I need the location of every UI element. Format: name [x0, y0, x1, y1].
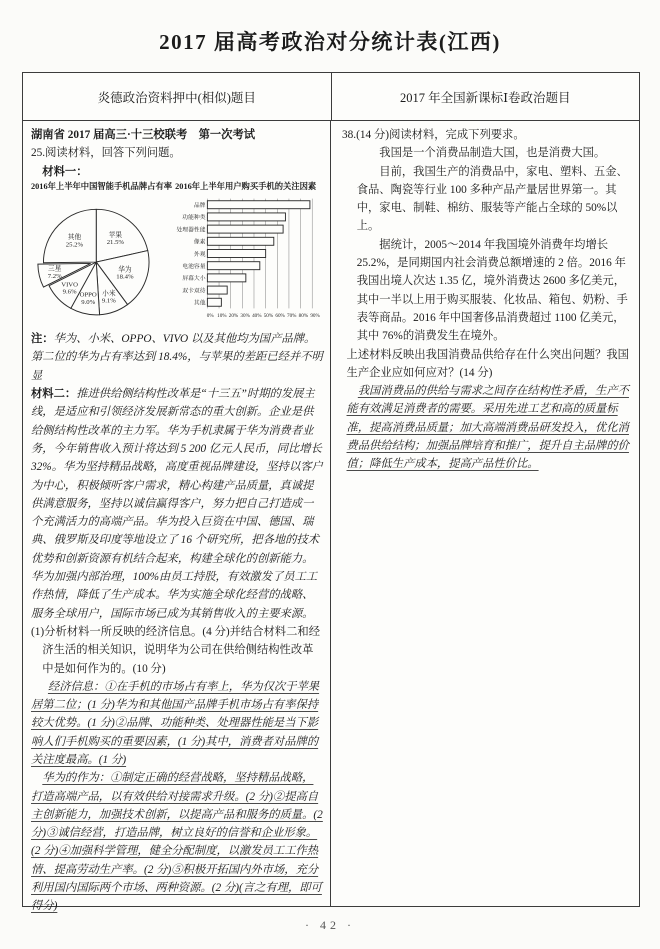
table-body-row — [23, 121, 639, 913]
right-column-cell — [331, 121, 639, 906]
svg-text:20%: 20% — [229, 312, 239, 319]
question-38-intro: 38.(14 分)阅读材料，完成下列要求。 — [342, 129, 525, 141]
paragraph-1: 我国是一个消费品制造大国，也是消费大国。 — [379, 147, 606, 160]
svg-text:30%: 30% — [240, 312, 251, 319]
charts-row — [31, 182, 323, 327]
pie-chart-svg — [31, 193, 165, 327]
svg-text:其他: 其他 — [194, 300, 206, 307]
svg-text:10%: 10% — [217, 312, 227, 319]
bar-chart-svg — [168, 193, 323, 324]
svg-text:外观: 外观 — [194, 251, 206, 258]
paragraph-3: 据统计，2005～2014 年我国境外消费年均增长 25.2%，是同期国内社会消费总额增速的 2 倍。2016 年我国出境人次达 1.35 亿，境外消费达 2600 多亿美元，其中一半以上用于购买服装、化妆品、箱包、奶粉、手表等商品。2016 年中国奢侈品消费超过 1100 亿美元，其中 76%的消费发生在境外。 — [356, 238, 628, 343]
svg-text:40%: 40% — [252, 312, 262, 319]
question-38-body — [357, 144, 629, 345]
svg-text:70%: 70% — [287, 312, 297, 319]
answer-huawei-actions: 华为的作为：①制定正确的经营战略，坚持精品战略，打造高端产品，以有效供给对接需求升级。(2 分)②提高自主创新能力，加强技术创新，以提高产品和服务的质量。(2 分)③诚信经营，打造品牌，树立良好的信誉和企业形象。(2 分)④加强科学管理，健全分配制度，以激发员工工作热情、提高劳动生产率。(2 分)⑤积极开拓国内外市场，充分利用国内国际两个市场、两种资源。(2 分)(言之有理，即可得分) — [31, 772, 323, 913]
svg-text:80%: 80% — [298, 312, 309, 319]
question-1-text: (1)分析材料一所反映的经济信息。(4 分)并结合材料二和经济生活的相关知识，说明华为公司在供给侧结构性改革中是如何作为的。(10 分) — [31, 625, 320, 675]
material-2-paragraph — [31, 385, 323, 623]
material-2-text: 推进供给侧结构性改革是“十三五”时期的发展主线，是适应和引领经济发展新常态的重大创新。企业是供给侧结构性改革的主力军。华为手机隶属于华为消费者业务，今年销售收入预计将达到 5 200 亿元人民币，同比增长 32%。华为坚持精品战略，高度重视品牌建设，坚持以客户为中心，积极倾听客户需求，精心构建产品质量，真诚提供满意服务，坚持以诚信赢得客户，努力把自己打造成一个充满活力的高端产品。华为投入巨资在中国、德国、瑞典、俄罗斯及印度等地设立了 16 个研究所，把各地的技术优势和创新资源有机结合起来，构建全球化的创新能力。华为加强内部治理，100%由员工持股，有效激发了员工工作热情，降低了生产成本。华为实施全球化经营的战略、服务全球用户，国际市场已成为其销售收入的主要来源。 — [31, 388, 323, 620]
table-header-left: 炎德政治资料押中(相似)题目 — [23, 73, 332, 120]
svg-text:电池容量: 电池容量 — [182, 263, 206, 270]
table-header-row — [23, 73, 639, 121]
note-paragraph — [31, 330, 323, 385]
material-2-label: 材料二： — [31, 388, 77, 401]
svg-text:小米9.1%: 小米 9.1% — [101, 290, 116, 305]
note-label: 注： — [31, 333, 54, 346]
pie-chart — [31, 181, 173, 327]
answer-economic-info: 经济信息：①在手机的市场占有率上，华为仅次于苹果居第二位；(1 分)华为和其他国产品牌手机市场占有率保持较大优势。(1 分)②品牌、功能种类、处理器性能是当下影响人们手机购买的重要因素，(1 分)其中，消费者对品牌的关注度最高。(1 分) — [31, 680, 320, 766]
svg-text:VIVO9.6%: VIVO 9.6% — [61, 281, 79, 296]
bar-chart-title: 2016年上半年用户购买手机的关注因素 — [175, 181, 317, 191]
left-column-cell — [23, 121, 331, 913]
question-25-intro: 25.阅读材料，回答下列问题。 — [31, 147, 181, 160]
bar-chart — [168, 182, 323, 327]
table-header-right: 2017 年全国新课标Ⅰ卷政治题目 — [399, 90, 571, 105]
answer-38: 我国消费品的供给与需求之间存在结构性矛盾，生产不能有效满足消费者的需要。采用先进工艺和高的质量标准，提高消费品质量；加大高端消费品研发投入，优化消费品供给结构；加强品牌培育和推广，提升自主品牌的价值；降低生产成本，提高产品性价比。 — [346, 385, 629, 471]
svg-text:90%: 90% — [310, 312, 321, 319]
svg-text:华为18.4%: 华为 18.4% — [116, 266, 134, 281]
svg-text:三星7.2%: 三星 7.2% — [47, 265, 62, 280]
note-text: 华为、小米、OPPO、VIVO 以及其他均为国产品牌。第二位的华为占有率达到 18.4%，与苹果的差距已经并不明显 — [31, 333, 323, 382]
svg-text:处理器性能: 处理器性能 — [176, 227, 206, 234]
paragraph-2: 目前，我国生产的消费品中，家电、塑料、五金、食品、陶瓷等行业 100 多种产品产量居世界第一。其中，家电、制鞋、棉纺、服装等产能占全球的 50%以上。 — [356, 165, 628, 233]
svg-text:50%: 50% — [264, 312, 274, 319]
svg-text:其他25.2%: 其他 25.2% — [65, 233, 84, 249]
svg-text:像素: 像素 — [194, 239, 206, 246]
svg-text:OPPO9.0%: OPPO 9.0% — [79, 291, 97, 306]
comparison-table — [22, 72, 640, 913]
svg-text:苹果21.5%: 苹果 21.5% — [106, 231, 125, 246]
exam-title: 湖南省 2017 届高三·十三校联考 第一次考试 — [31, 129, 256, 141]
page-number: · 42 · — [305, 918, 355, 932]
svg-text:双卡双待: 双卡双待 — [182, 288, 206, 295]
pie-chart-title: 2016年上半年中国智能手机品牌占有率 — [31, 181, 173, 191]
svg-text:60%: 60% — [275, 312, 286, 319]
svg-text:功能种类: 功能种类 — [182, 215, 206, 222]
question-38-task: 上述材料反映出我国消费品供给存在什么突出问题？我国生产企业应如何应对？(14 分) — [346, 348, 629, 379]
svg-text:0%: 0% — [207, 312, 214, 319]
material-1-label: 材料一： — [42, 165, 88, 178]
svg-text:屏幕大小: 屏幕大小 — [182, 276, 206, 283]
svg-text:品牌: 品牌 — [194, 202, 206, 209]
page-title: 2017 届高考政治对分统计表(江西) — [159, 30, 501, 54]
